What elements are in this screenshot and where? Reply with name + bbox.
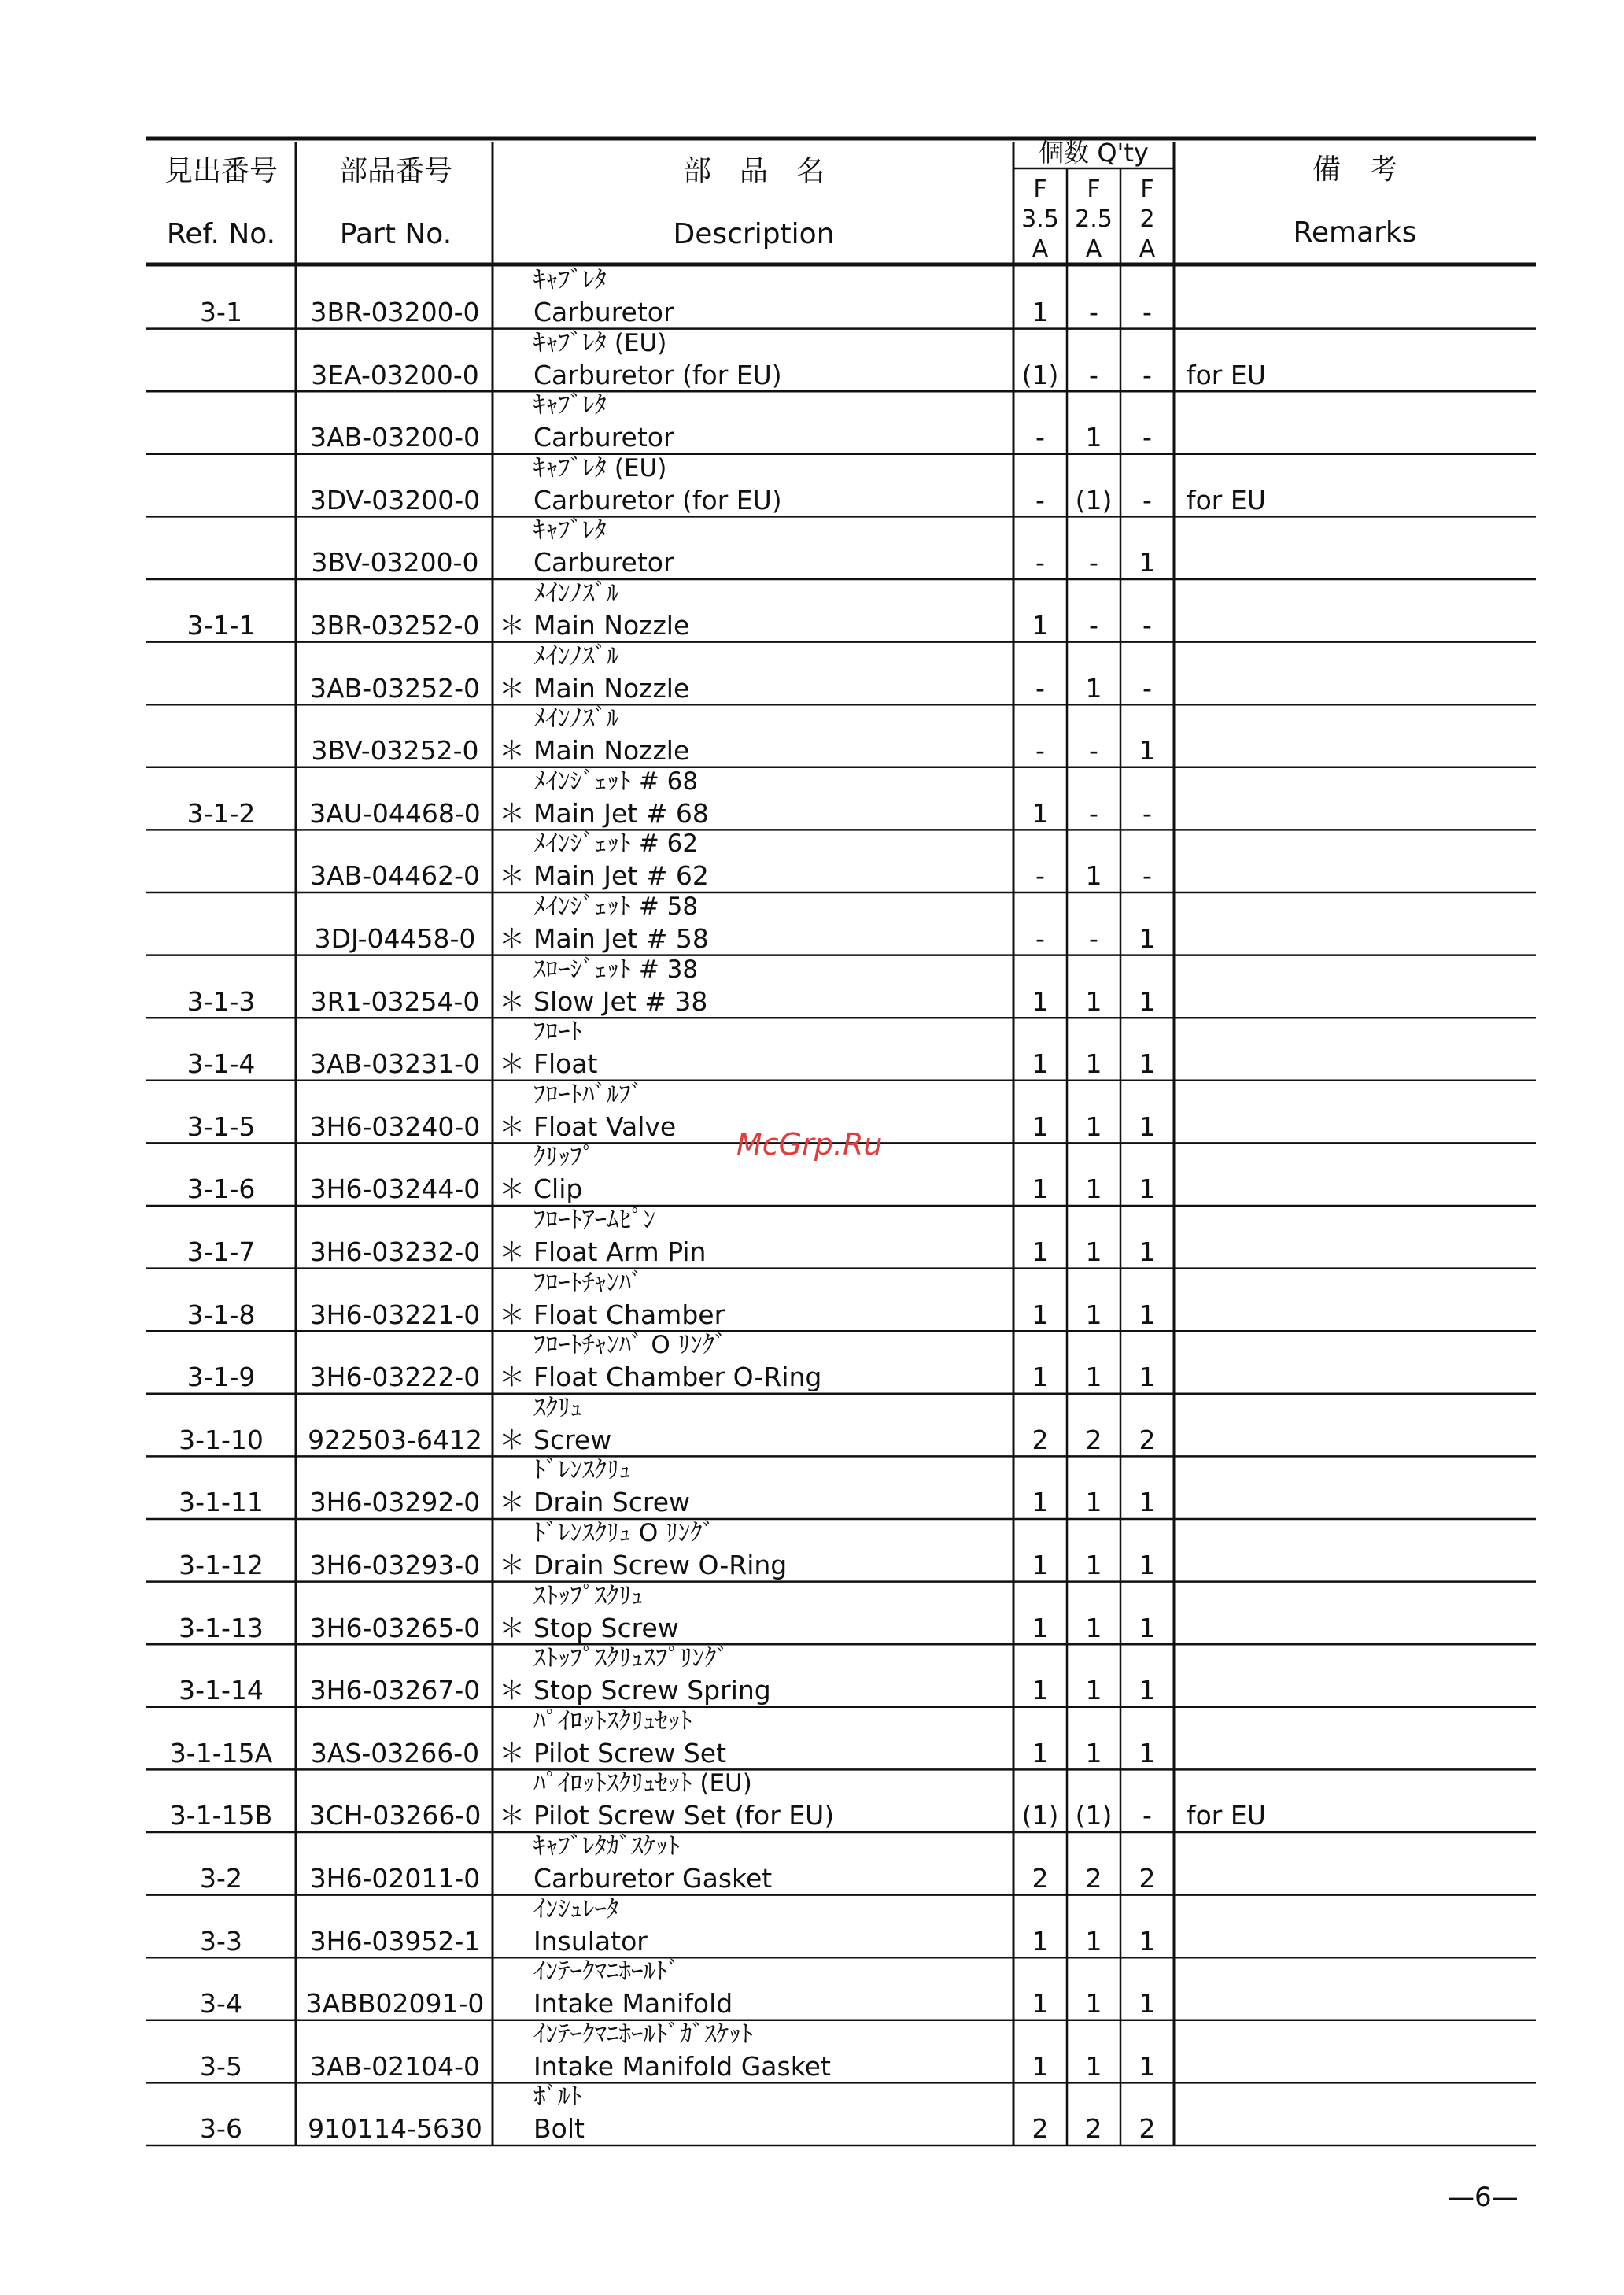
qty-f2a: 2: [1139, 2113, 1156, 2145]
qty-f25a: -: [1089, 610, 1098, 641]
kit-mark: ＊: [499, 1299, 525, 1330]
ref-no: 3-1-2: [186, 797, 256, 829]
qty-f35a: 1: [1032, 1362, 1049, 1393]
qty-f35a: -: [1035, 735, 1045, 767]
qty-f2a: 1: [1139, 923, 1156, 954]
part-no: 3H6-03952-1: [309, 1925, 481, 1957]
ref-no: 3-1-8: [186, 1299, 256, 1330]
qty-f25a: (1): [1075, 1800, 1113, 1831]
qty-f35a: 1: [1032, 1737, 1049, 1768]
qty-f2a: 1: [1139, 2050, 1156, 2082]
kit-mark: ＊: [499, 1111, 525, 1142]
qty-f35a: 2: [1032, 2113, 1049, 2145]
qty-f25a: 1: [1085, 1487, 1102, 1518]
description-en: Carburetor Gasket: [533, 1863, 773, 1894]
part-no: 3BV-03252-0: [311, 735, 479, 767]
qty-f35a: 2: [1032, 1863, 1049, 1894]
qty-header: 個数 Q'ty: [1039, 138, 1149, 168]
qty-f2a: 2: [1139, 1863, 1156, 1894]
description-en: Drain Screw O-Ring: [533, 1550, 788, 1580]
description-en: Screw: [533, 1424, 612, 1455]
qty-f25a: 1: [1085, 1550, 1102, 1580]
part-no: 3AS-03266-0: [310, 1737, 480, 1768]
qty-f2a: 1: [1139, 735, 1156, 767]
part-no: 3AU-04468-0: [309, 797, 481, 829]
part-no: 3AB-03231-0: [310, 1048, 480, 1080]
qty-col3-line2: 2: [1139, 205, 1155, 233]
qty-f2a: 1: [1139, 1988, 1156, 2020]
qty-f2a: 2: [1139, 1424, 1156, 1455]
ref-no: 3-1-15B: [169, 1800, 273, 1831]
qty-f2a: 1: [1139, 1612, 1156, 1643]
description-jp: ｷｬﾌﾞﾚﾀ: [533, 516, 607, 545]
ref-no: 3-1-10: [179, 1424, 264, 1455]
qty-col2-header: [1067, 175, 1120, 264]
part-no: 3H6-03222-0: [309, 1362, 481, 1393]
qty-f35a: 1: [1032, 297, 1049, 327]
part-no: 3H6-03265-0: [309, 1612, 481, 1643]
qty-col3-line1: F: [1140, 176, 1154, 203]
description-jp: ｷｬﾌﾞﾚﾀ (EU): [533, 328, 667, 357]
qty-f2a: 1: [1139, 547, 1156, 578]
qty-f2a: 1: [1139, 1173, 1156, 1205]
qty-f2a: -: [1142, 422, 1152, 453]
description-en: Float Chamber O-Ring: [533, 1362, 822, 1393]
qty-f25a: 1: [1085, 1612, 1102, 1643]
qty-f25a: 1: [1085, 1111, 1102, 1142]
ref-no: 3-1-3: [186, 985, 256, 1017]
part-no: 3H6-03240-0: [309, 1111, 481, 1142]
remarks: for EU: [1187, 484, 1266, 516]
qty-f35a: 1: [1032, 1925, 1049, 1957]
qty-f35a: 1: [1032, 1048, 1049, 1080]
part-no: 3H6-03267-0: [309, 1675, 481, 1706]
description-jp: ｷｬﾌﾞﾚﾀ (EU): [533, 453, 667, 482]
description-en: Main Jet # 62: [533, 860, 709, 892]
description-en: Bolt: [533, 2113, 585, 2145]
kit-mark: ＊: [499, 797, 525, 829]
ref-no: 3-1-13: [179, 1612, 264, 1643]
qty-f35a: 1: [1032, 1988, 1049, 2020]
ref-no: 3-1: [200, 297, 242, 327]
description-en: Slow Jet # 38: [533, 985, 708, 1017]
part-no: 3DV-03200-0: [309, 484, 481, 516]
part-no: 3AB-03200-0: [310, 422, 480, 453]
qty-f25a: 1: [1085, 1362, 1102, 1393]
description-header-jp: 部 品 名: [682, 155, 825, 187]
qty-f25a: 2: [1085, 1424, 1102, 1455]
description-en: Float Valve: [533, 1111, 677, 1142]
qty-col1-line1: F: [1033, 176, 1047, 203]
description-en: Main Nozzle: [533, 735, 690, 767]
qty-f25a: 1: [1085, 1299, 1102, 1330]
description-header-en: Description: [673, 218, 835, 250]
kit-mark: ＊: [499, 1800, 525, 1831]
kit-mark: ＊: [499, 923, 525, 954]
qty-f25a: 1: [1085, 1737, 1102, 1768]
remarks-header-en: Remarks: [1293, 216, 1417, 249]
qty-f35a: 1: [1032, 1173, 1049, 1205]
qty-f35a: -: [1035, 547, 1045, 578]
qty-f35a: 1: [1032, 1236, 1049, 1267]
part-no: 3BV-03200-0: [311, 547, 479, 578]
qty-f25a: 1: [1085, 1173, 1102, 1205]
part-no: 3H6-03221-0: [309, 1299, 481, 1330]
qty-f35a: 1: [1032, 610, 1049, 641]
ref-no: 3-1-6: [186, 1173, 256, 1205]
kit-mark: ＊: [499, 1487, 525, 1518]
description-en: Float: [533, 1048, 598, 1080]
qty-f25a: 1: [1085, 1988, 1102, 2020]
qty-f2a: 1: [1139, 985, 1156, 1017]
qty-f2a: -: [1142, 297, 1152, 327]
description-jp: ﾎﾞﾙﾄ: [533, 2082, 582, 2112]
qty-f25a: 1: [1085, 1925, 1102, 1957]
kit-mark: ＊: [499, 1737, 525, 1768]
description-en: Intake Manifold Gasket: [533, 2050, 831, 2082]
qty-col3-line3: A: [1139, 235, 1156, 263]
part-header-en: Part No.: [339, 218, 452, 250]
qty-f25a: 1: [1085, 985, 1102, 1017]
description-jp: ﾊﾟｲﾛｯﾄｽｸﾘｭｾｯﾄ (EU): [533, 1769, 752, 1798]
ref-no: 3-1-11: [179, 1487, 264, 1518]
ref-no: 3-5: [200, 2050, 242, 2082]
qty-f25a: 1: [1085, 672, 1102, 704]
qty-f2a: 1: [1139, 1048, 1156, 1080]
qty-col2-line2: 2.5: [1075, 205, 1113, 233]
description-en: Main Jet # 58: [533, 923, 709, 954]
qty-f2a: -: [1142, 797, 1152, 829]
description-en: Clip: [533, 1173, 583, 1205]
part-no: 910114-5630: [308, 2113, 482, 2145]
qty-f25a: 1: [1085, 1048, 1102, 1080]
ref-no: 3-1-9: [186, 1362, 256, 1393]
description-jp: ﾊﾟｲﾛｯﾄｽｸﾘｭｾｯﾄ: [533, 1706, 692, 1735]
ref-no: 3-1-14: [179, 1675, 264, 1706]
qty-f35a: 1: [1032, 1111, 1049, 1142]
qty-col2-line1: F: [1087, 176, 1101, 203]
remarks: for EU: [1187, 359, 1266, 390]
qty-f2a: 1: [1139, 1299, 1156, 1330]
qty-col2-line3: A: [1085, 235, 1102, 263]
ref-no: 3-6: [200, 2113, 242, 2145]
description-jp: ﾒｲﾝﾉｽﾞﾙ: [533, 579, 619, 608]
qty-f2a: 1: [1139, 1675, 1156, 1706]
description-jp: ｽﾄｯﾌﾟｽｸﾘｭｽﾌﾟﾘﾝｸﾞ: [533, 1644, 729, 1673]
description-en: Float Arm Pin: [533, 1236, 707, 1267]
kit-mark: ＊: [499, 860, 525, 892]
qty-f35a: -: [1035, 672, 1045, 704]
qty-f25a: -: [1089, 923, 1098, 954]
part-no: 3AB-04462-0: [310, 860, 480, 892]
description-en: Insulator: [533, 1925, 648, 1957]
description-jp: ｲﾝｼｭﾚｰﾀ: [533, 1894, 619, 1924]
kit-mark: ＊: [499, 1362, 525, 1393]
kit-mark: ＊: [499, 1236, 525, 1267]
ref-no: 3-1-7: [186, 1236, 256, 1267]
watermark: McGrp.Ru: [736, 1127, 883, 1162]
qty-f2a: 1: [1139, 1487, 1156, 1518]
part-no: 3BR-03252-0: [310, 610, 480, 641]
part-no: 3H6-02011-0: [309, 1863, 481, 1894]
ref-no: 3-1-15A: [169, 1737, 273, 1768]
kit-mark: ＊: [499, 1612, 525, 1643]
kit-mark: ＊: [499, 1048, 525, 1080]
description-jp: ﾄﾞﾚﾝｽｸﾘｭ: [533, 1456, 631, 1485]
qty-col1-header: [1013, 175, 1067, 264]
description-jp: ﾒｲﾝｼﾞｪｯﾄ # 68: [533, 767, 699, 796]
qty-f2a: 1: [1139, 1236, 1156, 1267]
description-en: Main Nozzle: [533, 672, 690, 704]
description-jp: ﾌﾛｰﾄﾁｬﾝﾊﾞ O ﾘﾝｸﾞ: [533, 1331, 727, 1360]
part-no: 3AB-03252-0: [310, 672, 480, 704]
description-jp: ｷｬﾌﾞﾚﾀ: [533, 391, 607, 420]
qty-f35a: (1): [1021, 1800, 1059, 1831]
part-no: 3ABB02091-0: [305, 1988, 485, 2020]
qty-f25a: -: [1089, 297, 1098, 327]
part-no: 3CH-03266-0: [308, 1800, 482, 1831]
qty-f25a: 1: [1085, 2050, 1102, 2082]
part-no: 3BR-03200-0: [310, 297, 480, 327]
kit-mark: ＊: [499, 1675, 525, 1706]
kit-mark: ＊: [499, 1173, 525, 1205]
ref-header-jp: 見出番号: [164, 155, 278, 187]
description-en: Stop Screw Spring: [533, 1675, 771, 1706]
description-jp: ｸﾘｯﾌﾟ: [533, 1143, 595, 1172]
description-jp: ｷｬﾌﾞﾚﾀ: [533, 266, 607, 294]
qty-f2a: 1: [1139, 1925, 1156, 1957]
description-jp: ﾒｲﾝﾉｽﾞﾙ: [533, 641, 619, 671]
ref-no: 3-2: [200, 1863, 242, 1894]
qty-f35a: 1: [1032, 797, 1049, 829]
description-en: Carburetor: [533, 422, 674, 453]
qty-f25a: 1: [1085, 1675, 1102, 1706]
qty-f35a: (1): [1021, 359, 1059, 390]
part-header-jp: 部品番号: [338, 155, 452, 187]
kit-mark: ＊: [499, 1424, 525, 1455]
qty-f35a: -: [1035, 923, 1045, 954]
qty-f25a: 2: [1085, 1863, 1102, 1894]
qty-f35a: -: [1035, 860, 1045, 892]
remarks: for EU: [1187, 1800, 1266, 1831]
kit-mark: ＊: [499, 672, 525, 704]
description-en: Pilot Screw Set (for EU): [533, 1800, 835, 1831]
qty-f25a: -: [1089, 547, 1098, 578]
qty-f2a: 1: [1139, 1111, 1156, 1142]
remarks-header-jp: 備 考: [1312, 153, 1397, 186]
qty-f2a: 1: [1139, 1362, 1156, 1393]
description-jp: ﾌﾛｰﾄﾊﾞﾙﾌﾞ: [533, 1080, 644, 1109]
qty-f35a: 1: [1032, 1487, 1049, 1518]
part-no: 3R1-03254-0: [310, 985, 480, 1017]
kit-mark: ＊: [499, 735, 525, 767]
page-number: —6—: [1448, 2182, 1519, 2213]
description-en: Intake Manifold: [533, 1988, 733, 2020]
qty-f35a: -: [1035, 422, 1045, 453]
qty-f2a: -: [1142, 359, 1152, 390]
qty-f2a: -: [1142, 672, 1152, 704]
qty-f35a: 1: [1032, 1675, 1049, 1706]
qty-col1-line3: A: [1032, 235, 1049, 263]
description-jp: ﾄﾞﾚﾝｽｸﾘｭ O ﾘﾝｸﾞ: [533, 1519, 715, 1547]
qty-f25a: -: [1089, 735, 1098, 767]
ref-no: 3-1-5: [186, 1111, 256, 1142]
qty-f25a: -: [1089, 797, 1098, 829]
description-jp: ﾒｲﾝｼﾞｪｯﾄ # 58: [533, 893, 699, 921]
description-en: Drain Screw: [533, 1487, 690, 1518]
ref-no: 3-1-1: [186, 610, 256, 641]
kit-mark: ＊: [499, 985, 525, 1017]
description-en: Main Nozzle: [533, 610, 690, 641]
description-jp: ｷｬﾌﾞﾚﾀｶﾞｽｹｯﾄ: [533, 1832, 680, 1861]
qty-f25a: 1: [1085, 422, 1102, 453]
qty-f2a: -: [1142, 610, 1152, 641]
description-jp: ｲﾝﾃｰｸﾏﾆﾎｰﾙﾄﾞ: [533, 1957, 680, 1986]
qty-f35a: 1: [1032, 985, 1049, 1017]
qty-f2a: -: [1142, 1800, 1152, 1831]
description-en: Carburetor (for EU): [533, 484, 782, 516]
description-en: Pilot Screw Set: [533, 1737, 727, 1768]
description-jp: ｽﾛｰｼﾞｪｯﾄ # 38: [533, 955, 699, 984]
qty-f2a: 1: [1139, 1550, 1156, 1580]
qty-col1-line2: 3.5: [1021, 205, 1059, 233]
description-en: Main Jet # 68: [533, 797, 709, 829]
qty-f35a: 1: [1032, 1299, 1049, 1330]
qty-f25a: 1: [1085, 1236, 1102, 1267]
qty-f25a: 1: [1085, 860, 1102, 892]
qty-f25a: (1): [1075, 484, 1113, 516]
ref-no: 3-1-4: [186, 1048, 256, 1080]
part-no: 3H6-03232-0: [309, 1236, 481, 1267]
qty-f25a: -: [1089, 359, 1098, 390]
description-jp: ﾌﾛｰﾄ: [533, 1018, 582, 1047]
description-jp: ﾒｲﾝｼﾞｪｯﾄ # 62: [533, 830, 699, 859]
description-en: Carburetor: [533, 297, 674, 327]
qty-f25a: 2: [1085, 2113, 1102, 2145]
qty-f2a: -: [1142, 484, 1152, 516]
description-jp: ﾒｲﾝﾉｽﾞﾙ: [533, 704, 619, 734]
qty-col3-header: [1120, 175, 1174, 264]
qty-f35a: 1: [1032, 2050, 1049, 2082]
description-jp: ｲﾝﾃｰｸﾏﾆﾎｰﾙﾄﾞｶﾞｽｹｯﾄ: [533, 2020, 753, 2049]
qty-f35a: -: [1035, 484, 1045, 516]
description-jp: ﾌﾛｰﾄｱｰﾑﾋﾟﾝ: [533, 1206, 655, 1234]
description-jp: ｽｸﾘｭ: [533, 1393, 582, 1422]
part-no: 3H6-03244-0: [309, 1173, 481, 1205]
part-no: 922503-6412: [308, 1424, 482, 1455]
part-no: 3H6-03293-0: [309, 1550, 481, 1580]
qty-f2a: -: [1142, 860, 1152, 892]
part-no: 3H6-03292-0: [309, 1487, 481, 1518]
description-en: Float Chamber: [533, 1299, 725, 1330]
description-jp: ｽﾄｯﾌﾟｽｸﾘｭ: [533, 1581, 644, 1610]
kit-mark: ＊: [499, 610, 525, 641]
qty-f35a: 2: [1032, 1424, 1049, 1455]
qty-f2a: 1: [1139, 1737, 1156, 1768]
ref-header-en: Ref. No.: [166, 218, 276, 250]
description-en: Stop Screw: [533, 1612, 679, 1643]
part-no: 3EA-03200-0: [311, 359, 479, 390]
description-en: Carburetor (for EU): [533, 359, 782, 390]
part-no: 3AB-02104-0: [310, 2050, 480, 2082]
qty-f35a: 1: [1032, 1550, 1049, 1580]
description-en: Carburetor: [533, 547, 674, 578]
qty-f35a: 1: [1032, 1612, 1049, 1643]
ref-no: 3-4: [200, 1988, 242, 2020]
ref-no: 3-1-12: [179, 1550, 264, 1580]
kit-mark: ＊: [499, 1550, 525, 1580]
ref-no: 3-3: [200, 1925, 242, 1957]
description-jp: ﾌﾛｰﾄﾁｬﾝﾊﾞ: [533, 1268, 644, 1297]
part-no: 3DJ-04458-0: [314, 923, 476, 954]
